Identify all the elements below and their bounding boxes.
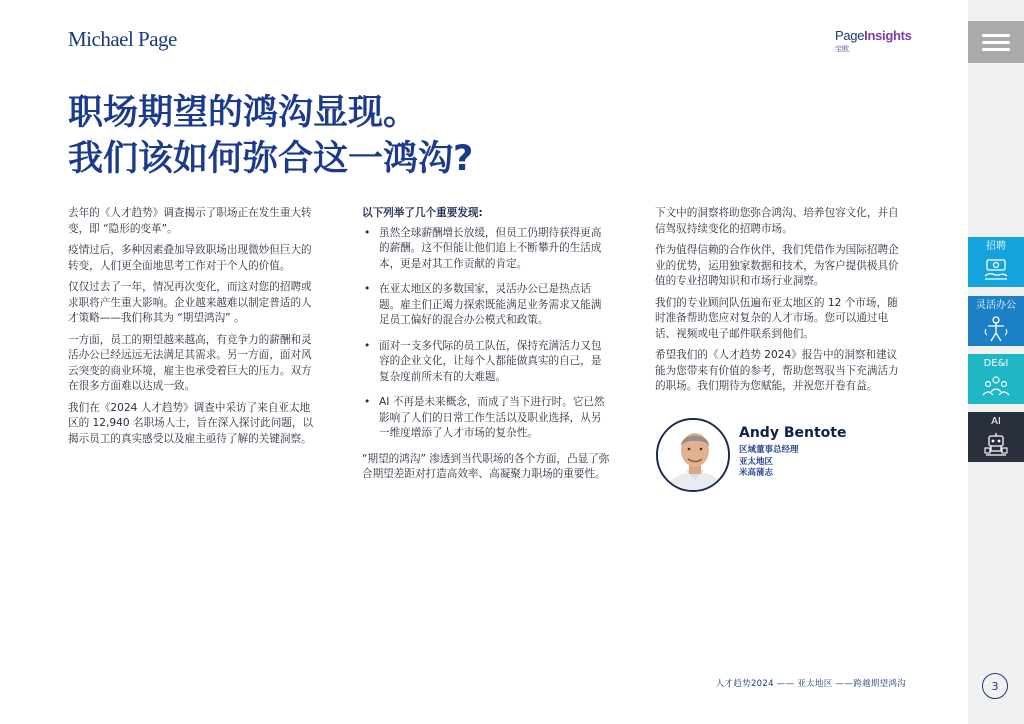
finding-text: AI 不再是未来概念，而成了当下进行时。它已然影响了人们的日常工作生活以及职业选择，从另一维度增添了人才市场的复杂性。 xyxy=(379,396,605,439)
finding-item xyxy=(362,395,612,442)
page-insights-logo xyxy=(835,29,912,54)
tab-recruitment-label: 招聘 xyxy=(986,241,1006,252)
intro-paragraph: 一方面，员工的期望越来越高，有竞争力的薪酬和灵活办公已经远远无法满足其需求。另一方面，面对风云突变的商业环境，雇主也承受着巨大的压力。双方在很多方面难以达成一致。 xyxy=(68,333,312,392)
finding-item xyxy=(362,226,612,273)
tab-recruitment[interactable] xyxy=(968,237,1024,287)
outro-paragraph: 作为值得信赖的合作伙伴，我们凭借作为国际招聘企业的优势，运用独家数据和技术，为客户提供极具价值的专业招聘知识和市场行业洞察。 xyxy=(655,244,899,287)
author-title: 区域董事总经理 xyxy=(739,445,799,455)
intro-paragraph: 仅仅过去了一年，情况再次变化，而这对您的招聘或求职将产生重大影响。企业越来越难以制定普适的人才策略——我们称其为 “期望鸿沟” 。 xyxy=(68,281,312,324)
page-title xyxy=(68,90,768,182)
tab-ai-label: AI xyxy=(991,416,1001,427)
title-line-2: 我们该如何弥合这一鸿沟? xyxy=(68,139,474,179)
hamburger-menu-button[interactable] xyxy=(968,21,1024,63)
tab-ai[interactable] xyxy=(968,412,1024,462)
findings-column xyxy=(362,206,612,489)
finding-text: 虽然全球薪酬增长放缓，但员工仍期待获得更高的薪酬。这不但能让他们追上不断攀升的生活成本，更是对其工作贡献的肯定。 xyxy=(379,226,602,270)
handshake-money-icon xyxy=(983,256,1009,282)
tab-flexible-work[interactable] xyxy=(968,296,1024,346)
tab-dei-label: DE&I xyxy=(983,358,1009,369)
finding-item xyxy=(362,339,612,386)
bullet-icon: • xyxy=(364,339,371,352)
page-insights-subtitle: 宝欧 xyxy=(835,45,849,53)
findings-list xyxy=(362,226,612,442)
findings-heading: 以下列举了几个重要发现: xyxy=(362,207,483,219)
person-flexible-icon xyxy=(983,315,1009,343)
menu-bar-icon xyxy=(982,34,1010,37)
intro-paragraph: 我们在《2024 人才趋势》调查中采访了来自亚太地区的 12,940 名职场人士，旨在深入探讨此问题，以揭示员工的真实感受以及雇主亟待了解的关键洞察。 xyxy=(68,401,314,445)
outro-paragraph: 我们的专业顾问队伍遍布亚太地区的 12 个市场，随时准备帮助您应对复杂的人才市场。您可以通过电话、视频或电子邮件联系到他们。 xyxy=(655,296,898,340)
author-name: Andy Bentote xyxy=(739,425,847,441)
intro-paragraph: 去年的《人才趋势》调查揭示了职场正在发生重大转变，即 “隐形的变革”。 xyxy=(68,207,312,235)
tab-flexible-work-label: 灵活办公 xyxy=(976,300,1016,311)
findings-closing: “期望的鸿沟” 渗透到当代职场的各个方面，凸显了弥合期望差距对打造高效率、高凝聚力职场的重要性。 xyxy=(362,452,610,480)
intro-column xyxy=(68,206,318,453)
page-number: 3 xyxy=(982,673,1008,699)
finding-text: 在亚太地区的多数国家，灵活办公已是热点话题。雇主们正竭力探索既能满足业务需求又能满足员工偏好的混合办公模式和政策。 xyxy=(379,283,602,326)
finding-item xyxy=(362,282,612,329)
robot-icon xyxy=(982,431,1010,459)
bullet-icon: • xyxy=(364,283,371,295)
avatar xyxy=(656,418,730,492)
footer-caption: 人才趋势2024 —— 亚太地区 ——跨越期望鸿沟 xyxy=(715,679,906,689)
bullet-icon: • xyxy=(364,226,371,239)
bullet-icon: • xyxy=(364,396,371,408)
menu-bar-icon xyxy=(982,41,1010,44)
author-profile xyxy=(656,418,916,494)
michael-page-logo: Michael Page xyxy=(68,27,177,51)
author-region: 亚太地区 xyxy=(739,456,774,467)
group-diversity-icon xyxy=(982,373,1010,399)
navigation-sidebar xyxy=(968,0,1024,724)
outro-paragraph: 希望我们的《人才趋势 2024》报告中的洞察和建议能为您带来有价值的参考，帮助您驾驭当下充满活力的职场。我们期待为您赋能，并祝您开卷有益。 xyxy=(655,349,899,392)
author-company: 米高蒲志 xyxy=(739,468,774,478)
author-role xyxy=(739,445,799,480)
finding-text: 面对一支多代际的员工队伍，保持充满活力又包容的企业文化，让每个人都能做真实的自己，是复杂度前所未有的大难题。 xyxy=(379,339,602,383)
intro-paragraph: 疫情过后，多种因素叠加导致职场出现微妙但巨大的转变，人们更全面地思考工作对于个人的价值。 xyxy=(68,244,312,272)
page-insights-page-text: Page xyxy=(835,28,865,43)
page-insights-insights-text: Insights xyxy=(864,28,912,43)
title-line-1: 职场期望的鸿沟显现。 xyxy=(68,93,419,133)
menu-bar-icon xyxy=(982,48,1010,51)
tab-dei[interactable] xyxy=(968,354,1024,404)
outro-paragraph: 下文中的洞察将助您弥合鸿沟、培养包容文化，并自信驾驭持续变化的招聘市场。 xyxy=(655,207,899,235)
outro-column xyxy=(655,206,905,401)
